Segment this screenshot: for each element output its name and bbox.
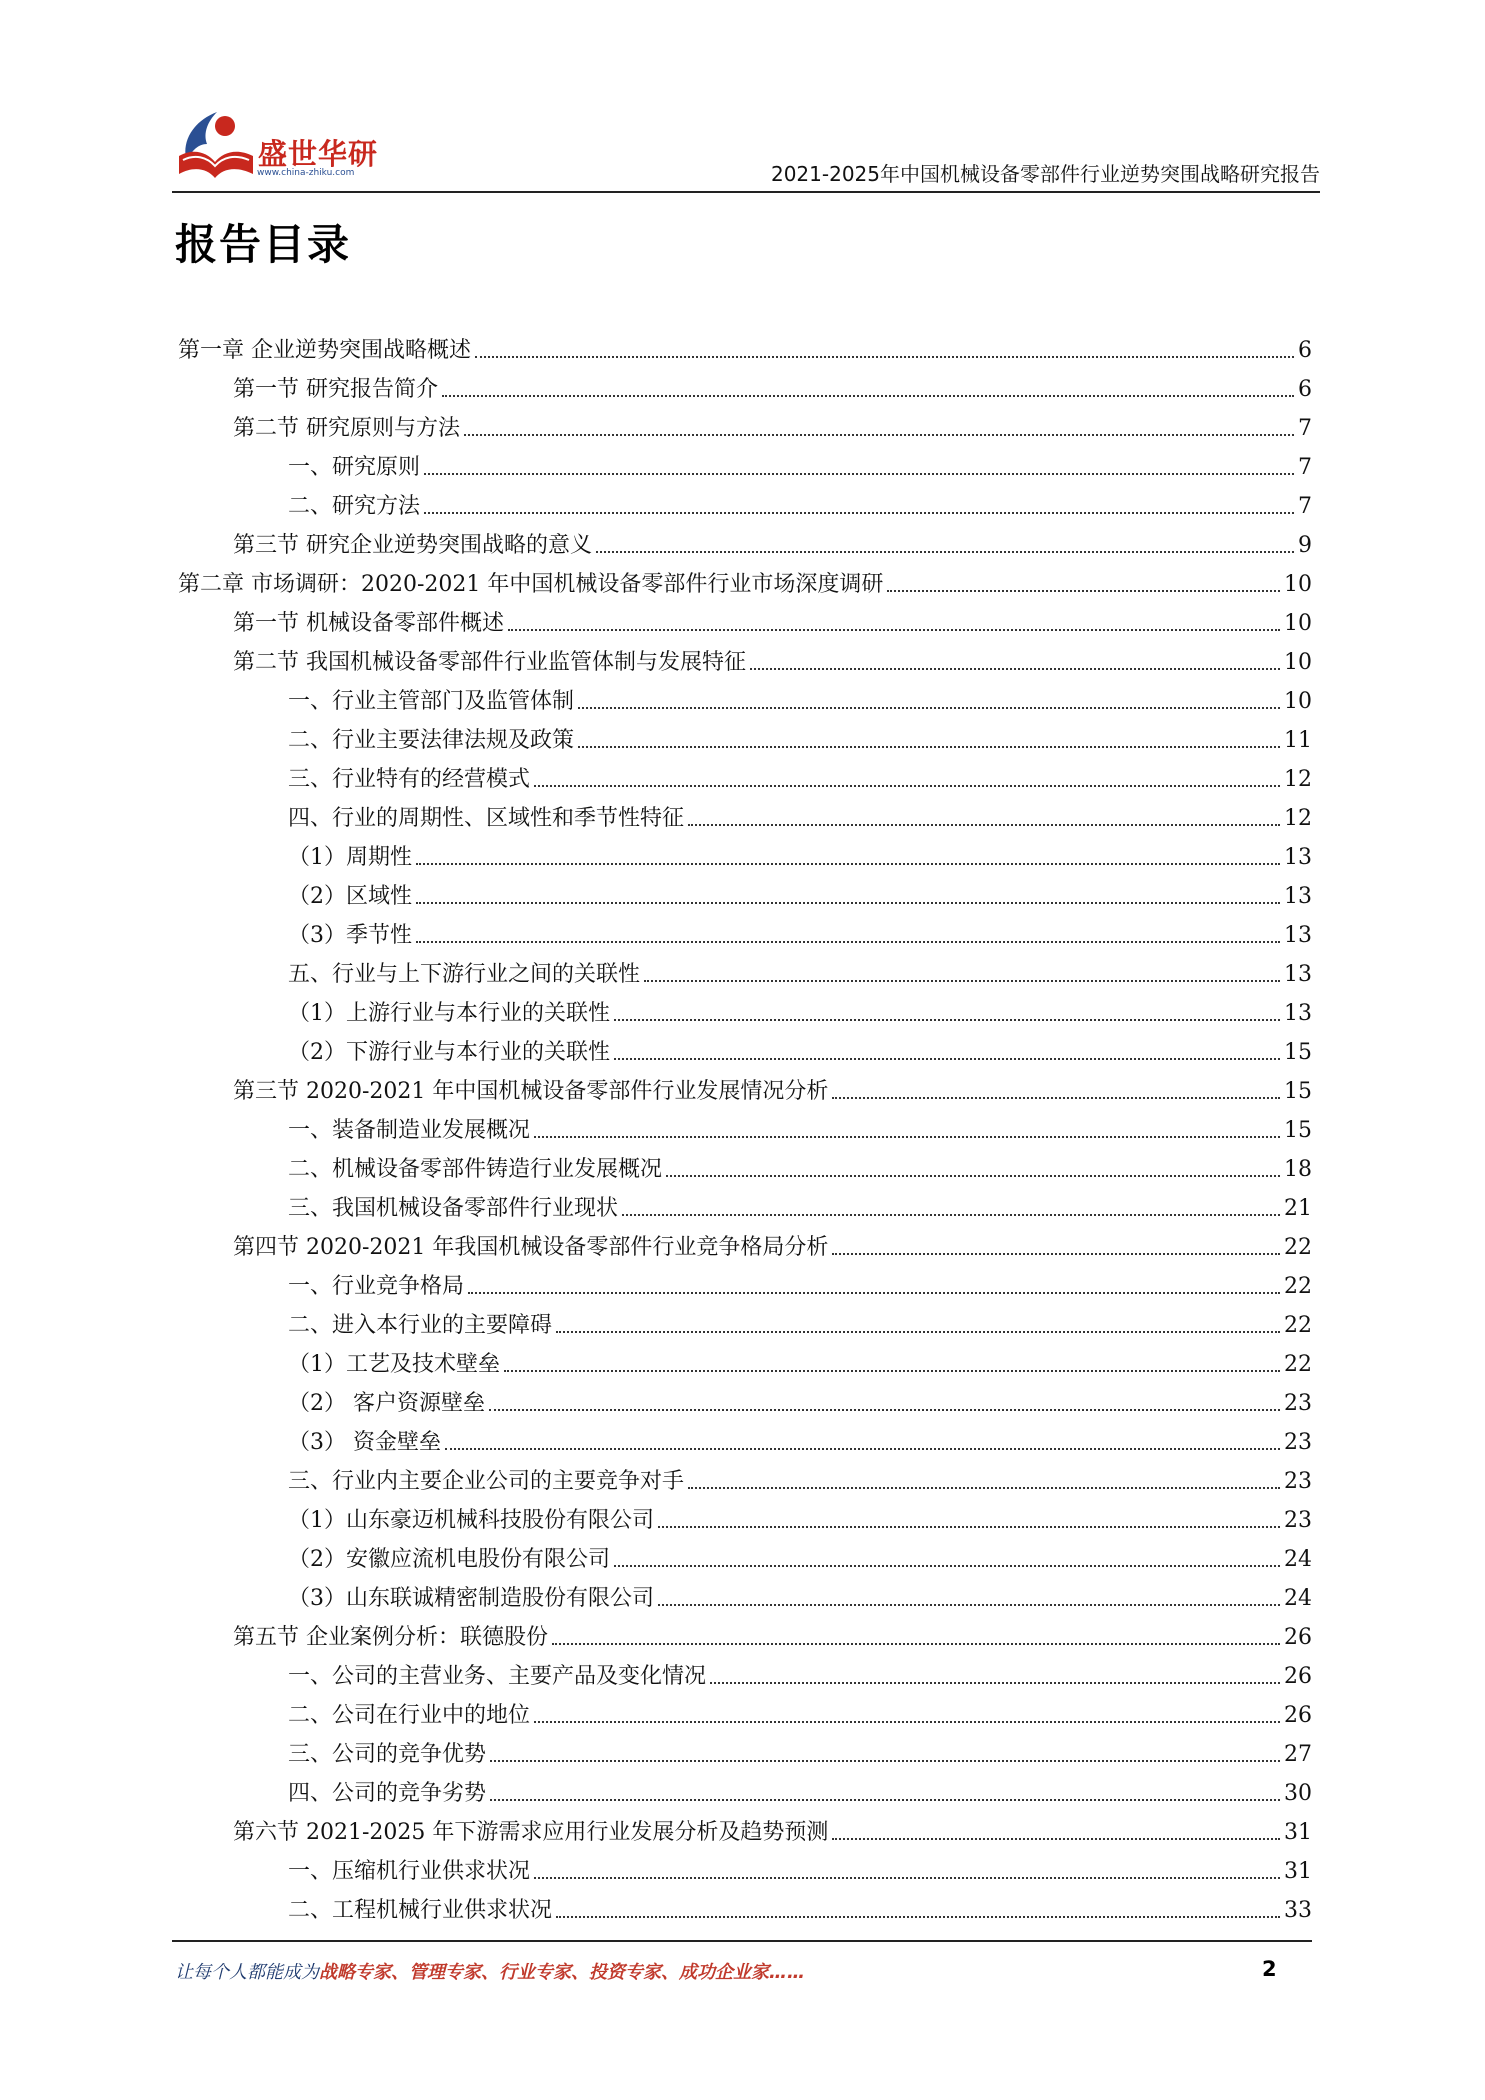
toc-entry[interactable]	[178, 1573, 1312, 1612]
toc-leader-dots	[578, 707, 1280, 709]
toc-leader-dots	[424, 512, 1294, 514]
toc-entry-title: （2）下游行业与本行业的关联性	[288, 1040, 610, 1065]
toc-entry[interactable]	[178, 1066, 1312, 1105]
toc-entry[interactable]	[178, 637, 1312, 676]
toc-leader-dots	[504, 1370, 1280, 1372]
toc-entry[interactable]	[178, 1612, 1312, 1651]
toc-entry-title: 第三节 研究企业逆势突围战略的意义	[233, 533, 592, 558]
toc-leader-dots	[596, 551, 1294, 553]
toc-entry-page: 22	[1284, 1274, 1312, 1299]
toc-entry[interactable]	[178, 988, 1312, 1027]
toc-entry[interactable]	[178, 676, 1312, 715]
toc-entry-page: 12	[1284, 767, 1312, 792]
toc-entry-title: 二、研究方法	[288, 494, 421, 519]
toc-entry-page: 23	[1284, 1469, 1312, 1494]
toc-entry-page: 24	[1284, 1586, 1312, 1611]
toc-leader-dots	[424, 473, 1294, 475]
toc-entry[interactable]	[178, 1534, 1312, 1573]
toc-entry-title: （1）周期性	[288, 845, 412, 870]
brand-logo	[173, 104, 433, 184]
toc-entry-page: 27	[1284, 1742, 1312, 1767]
toc-leader-dots	[475, 356, 1294, 358]
toc-entry[interactable]	[178, 403, 1312, 442]
toc-entry-title: 二、行业主要法律法规及政策	[288, 728, 575, 753]
toc-leader-dots	[578, 746, 1280, 748]
toc-entry-page: 7	[1298, 455, 1312, 480]
page-header	[0, 0, 1485, 200]
toc-entry[interactable]	[178, 325, 1312, 364]
toc-leader-dots	[614, 1565, 1280, 1567]
toc-entry-page: 30	[1284, 1781, 1312, 1806]
toc-entry-page: 15	[1284, 1079, 1312, 1104]
toc-entry-page: 33	[1284, 1898, 1312, 1923]
toc-leader-dots	[534, 1877, 1280, 1879]
toc-leader-dots	[622, 1214, 1280, 1216]
toc-entry[interactable]	[178, 715, 1312, 754]
toc-entry-page: 21	[1284, 1196, 1312, 1221]
toc-entry-page: 7	[1298, 494, 1312, 519]
toc-entry-page: 6	[1298, 338, 1312, 363]
toc-entry-title: 一、行业竞争格局	[288, 1274, 465, 1299]
toc-entry[interactable]	[178, 1729, 1312, 1768]
toc-entry-title: 第一章 企业逆势突围战略概述	[178, 338, 471, 363]
toc-leader-dots	[490, 1760, 1280, 1762]
toc-heading: 报告目录	[175, 220, 352, 269]
toc-entry-page: 10	[1284, 611, 1312, 636]
toc-entry-page: 31	[1284, 1820, 1312, 1845]
toc-leader-dots	[534, 1721, 1280, 1723]
toc-entry-page: 23	[1284, 1391, 1312, 1416]
toc-entry[interactable]	[178, 949, 1312, 988]
toc-entry-page: 26	[1284, 1625, 1312, 1650]
toc-leader-dots	[508, 629, 1280, 631]
toc-entry-title: 第二章 市场调研：2020-2021 年中国机械设备零部件行业市场深度调研	[178, 572, 884, 597]
toc-entry-title: 三、行业特有的经营模式	[288, 767, 531, 792]
toc-entry[interactable]	[178, 1846, 1312, 1885]
toc-leader-dots	[710, 1682, 1280, 1684]
toc-leader-dots	[688, 1487, 1280, 1489]
toc-leader-dots	[489, 1409, 1280, 1411]
toc-entry-title: 四、行业的周期性、区域性和季节性特征	[288, 806, 685, 831]
toc-entry-title: 三、我国机械设备零部件行业现状	[288, 1196, 619, 1221]
toc-entry-title: 四、公司的竞争劣势	[288, 1781, 487, 1806]
toc-entry[interactable]	[178, 1261, 1312, 1300]
toc-entry-page: 18	[1284, 1157, 1312, 1182]
toc-entry-page: 10	[1284, 572, 1312, 597]
toc-entry-title: （1）上游行业与本行业的关联性	[288, 1001, 610, 1026]
toc-leader-dots	[658, 1526, 1280, 1528]
toc-entry-title: 五、行业与上下游行业之间的关联性	[288, 962, 641, 987]
toc-entry[interactable]	[178, 754, 1312, 793]
toc-leader-dots	[468, 1292, 1280, 1294]
toc-entry[interactable]	[178, 1183, 1312, 1222]
toc-entry[interactable]	[178, 1690, 1312, 1729]
toc-entry[interactable]	[178, 1222, 1312, 1261]
toc-leader-dots	[614, 1019, 1280, 1021]
toc-entry[interactable]	[178, 910, 1312, 949]
toc-leader-dots	[416, 863, 1280, 865]
toc-leader-dots	[534, 1136, 1280, 1138]
toc-entry[interactable]	[178, 442, 1312, 481]
toc-leader-dots	[445, 1448, 1280, 1450]
toc-entry[interactable]	[178, 871, 1312, 910]
toc-entry-title: 三、公司的竞争优势	[288, 1742, 487, 1767]
toc-entry-title: 二、进入本行业的主要障碍	[288, 1313, 553, 1338]
toc-entry-title: （3） 资金壁垒	[288, 1430, 441, 1455]
toc-leader-dots	[442, 395, 1294, 397]
toc-leader-dots	[534, 785, 1280, 787]
toc-entry[interactable]	[178, 1651, 1312, 1690]
logo-text: 盛世华研	[258, 137, 379, 171]
toc-entry-page: 13	[1284, 962, 1312, 987]
toc-entry-page: 22	[1284, 1313, 1312, 1338]
toc-entry-page: 24	[1284, 1547, 1312, 1572]
toc-entry-title: （1）山东豪迈机械科技股份有限公司	[288, 1508, 654, 1533]
toc-entry[interactable]	[178, 1300, 1312, 1339]
toc-entry-title: （3）季节性	[288, 923, 412, 948]
toc-entry-page: 22	[1284, 1235, 1312, 1260]
table-of-contents	[178, 325, 1312, 1924]
toc-leader-dots	[464, 434, 1294, 436]
toc-entry-title: 一、压缩机行业供求状况	[288, 1859, 531, 1884]
toc-entry-title: 第一节 机械设备零部件概述	[233, 611, 504, 636]
toc-leader-dots	[832, 1097, 1280, 1099]
toc-leader-dots	[688, 824, 1280, 826]
toc-entry-title: 第五节 企业案例分析：联德股份	[233, 1625, 548, 1650]
toc-entry-page: 26	[1284, 1703, 1312, 1728]
toc-entry[interactable]	[178, 1807, 1312, 1846]
toc-leader-dots	[832, 1253, 1280, 1255]
toc-entry[interactable]	[178, 1885, 1312, 1924]
toc-leader-dots	[556, 1331, 1280, 1333]
toc-entry[interactable]	[178, 1417, 1312, 1456]
footer-slogan	[175, 1958, 805, 1984]
toc-leader-dots	[490, 1799, 1280, 1801]
toc-entry[interactable]	[178, 481, 1312, 520]
footer-slogan-roles: 战略专家、管理专家、行业专家、投资专家、成功企业家……	[319, 1962, 805, 1983]
toc-entry-title: 一、行业主管部门及监管体制	[288, 689, 575, 714]
toc-entry[interactable]	[178, 1768, 1312, 1807]
toc-entry-title: 第六节 2021-2025 年下游需求应用行业发展分析及趋势预测	[233, 1820, 829, 1845]
toc-entry[interactable]	[178, 598, 1312, 637]
toc-entry-title: 第二节 我国机械设备零部件行业监管体制与发展特征	[233, 650, 746, 675]
toc-entry[interactable]	[178, 1495, 1312, 1534]
toc-entry-page: 10	[1284, 650, 1312, 675]
toc-entry[interactable]	[178, 832, 1312, 871]
toc-entry-title: 二、机械设备零部件铸造行业发展概况	[288, 1157, 663, 1182]
toc-entry-title: （1）工艺及技术壁垒	[288, 1352, 500, 1377]
toc-entry-title: 二、公司在行业中的地位	[288, 1703, 531, 1728]
footer-divider	[172, 1940, 1312, 1942]
toc-entry-title: 一、研究原则	[288, 455, 421, 480]
toc-entry-title: 第三节 2020-2021 年中国机械设备零部件行业发展情况分析	[233, 1079, 829, 1104]
toc-entry-title: 三、行业内主要企业公司的主要竞争对手	[288, 1469, 685, 1494]
toc-entry-title: 第一节 研究报告简介	[233, 377, 438, 402]
toc-entry[interactable]	[178, 559, 1312, 598]
toc-entry-page: 15	[1284, 1040, 1312, 1065]
toc-leader-dots	[887, 590, 1280, 592]
toc-entry-page: 22	[1284, 1352, 1312, 1377]
report-title: 2021-2025年中国机械设备零部件行业逆势突围战略研究报告	[770, 162, 1320, 186]
toc-entry[interactable]	[178, 1339, 1312, 1378]
toc-entry-page: 13	[1284, 884, 1312, 909]
book-logo-icon	[173, 104, 257, 184]
toc-entry-page: 6	[1298, 377, 1312, 402]
toc-entry-page: 11	[1284, 728, 1312, 753]
toc-entry-title: 二、工程机械行业供求状况	[288, 1898, 553, 1923]
toc-leader-dots	[666, 1175, 1280, 1177]
toc-entry-page: 7	[1298, 416, 1312, 441]
toc-entry-page: 9	[1298, 533, 1312, 558]
toc-entry-title: 一、装备制造业发展概况	[288, 1118, 531, 1143]
toc-entry-title: 一、公司的主营业务、主要产品及变化情况	[288, 1664, 707, 1689]
toc-entry-page: 23	[1284, 1508, 1312, 1533]
toc-entry-page: 23	[1284, 1430, 1312, 1455]
page-number: 2	[1262, 1957, 1277, 1981]
toc-leader-dots	[416, 902, 1280, 904]
footer-slogan-lead: 让每个人都能成为	[175, 1962, 319, 1983]
toc-leader-dots	[556, 1916, 1280, 1918]
toc-entry-page: 10	[1284, 689, 1312, 714]
toc-entry[interactable]	[178, 1027, 1312, 1066]
logo-url: www.china-zhiku.com	[257, 168, 355, 178]
toc-entry-title: （2）安徽应流机电股份有限公司	[288, 1547, 610, 1572]
toc-entry[interactable]	[178, 364, 1312, 403]
toc-entry-page: 15	[1284, 1118, 1312, 1143]
toc-entry[interactable]	[178, 520, 1312, 559]
toc-entry[interactable]	[178, 793, 1312, 832]
toc-leader-dots	[552, 1643, 1280, 1645]
toc-entry-title: （2） 客户资源壁垒	[288, 1391, 485, 1416]
toc-leader-dots	[832, 1838, 1280, 1840]
toc-entry[interactable]	[178, 1144, 1312, 1183]
toc-entry-title: （2）区域性	[288, 884, 412, 909]
toc-entry-page: 13	[1284, 923, 1312, 948]
toc-entry-page: 13	[1284, 845, 1312, 870]
toc-entry-title: （3）山东联诚精密制造股份有限公司	[288, 1586, 654, 1611]
toc-leader-dots	[644, 980, 1280, 982]
toc-leader-dots	[658, 1604, 1280, 1606]
toc-leader-dots	[416, 941, 1280, 943]
toc-entry[interactable]	[178, 1378, 1312, 1417]
toc-entry-page: 12	[1284, 806, 1312, 831]
toc-leader-dots	[614, 1058, 1280, 1060]
toc-entry-title: 第四节 2020-2021 年我国机械设备零部件行业竞争格局分析	[233, 1235, 829, 1260]
toc-leader-dots	[750, 668, 1280, 670]
toc-entry-page: 31	[1284, 1859, 1312, 1884]
toc-entry[interactable]	[178, 1456, 1312, 1495]
toc-entry-page: 26	[1284, 1664, 1312, 1689]
header-divider	[172, 191, 1320, 193]
toc-entry[interactable]	[178, 1105, 1312, 1144]
toc-entry-page: 13	[1284, 1001, 1312, 1026]
toc-entry-title: 第二节 研究原则与方法	[233, 416, 460, 441]
